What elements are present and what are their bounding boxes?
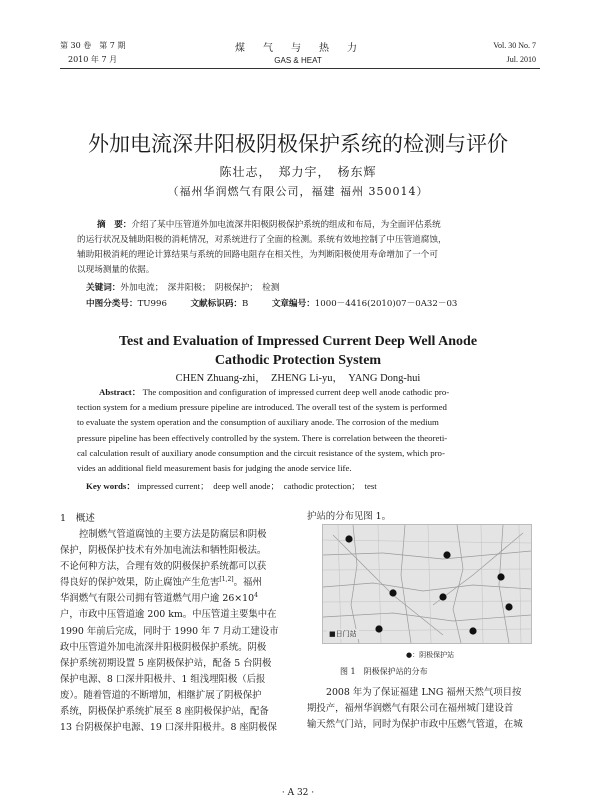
- body-line: 不论何种方法，合理有效的阴极保护系统都可以获: [60, 561, 267, 573]
- abstract-en-line: vides an additional field measurement basis for judging the anode service life.: [77, 463, 352, 474]
- header-rule: [60, 68, 540, 69]
- title-en-line: Test and Evaluation of Impressed Current Deep Well Anode: [118, 334, 478, 349]
- abstract-en-line: tection system for a medium pressure pipeline are introduced. The overall test of the system is performed: [77, 402, 447, 413]
- title-en-line: Cathodic Protection System: [214, 353, 382, 368]
- clc-value: TU996: [137, 299, 167, 309]
- keywords-cn-text: 外加电流； 深井阳极； 阴极保护； 检测: [120, 283, 280, 293]
- body-line: 13 台阴极保护电源、19 口深井阳极井。8 座阴极保: [60, 722, 277, 734]
- body-line: 政中压管道外加电流深井阳极阴极保护系统。阴极: [60, 641, 267, 653]
- abstract-en-line: to evaluate the system operation and the consumption of auxiliary anode. The corrosion of the medium: [77, 417, 439, 428]
- header-volume-en: Vol. 30 No. 7: [493, 41, 536, 50]
- station-distribution-map: [322, 524, 532, 644]
- body-line: 系统，阴极保护系统扩展至 8 座阴极保护站，配备: [60, 706, 269, 718]
- abstract-cn-line: 以现场测量的依据。: [77, 265, 155, 275]
- body-line: 期投产，福州华润燃气有限公司在福州城门建设首: [307, 703, 514, 715]
- section1-body: [60, 527, 300, 736]
- body-line: 保护，阴极保护技术有外加电流法和牺牲阳极法。: [60, 545, 267, 557]
- gate-station-label: ■日门站: [329, 630, 357, 638]
- right-col-body: [307, 685, 537, 733]
- keywords-cn: [86, 281, 279, 293]
- classification-line: [86, 297, 457, 309]
- abstract-cn-label: 摘 要：: [97, 220, 132, 230]
- body-line: 户，市政中压管道逾 200 km。中压管道主要集中在: [60, 609, 277, 621]
- page-number: · A 32 ·: [281, 788, 315, 798]
- abstract-en-line: cal calculation result of auxiliary anode consumption and the circuit resistance of the system, which pro-: [77, 447, 445, 458]
- body-line: 2008 年为了保证福建 LNG 福州天然气项目按: [326, 687, 522, 698]
- body-line: 废）。随着管道的不断增加，相继扩展了阴极保护: [60, 689, 262, 701]
- abstract-en-line: The composition and configuration of impressed current deep well anode cathodic pro-: [142, 387, 450, 397]
- exponent: 4: [254, 592, 258, 600]
- abstract-cn-line: 的运行状况及辅助阳极的消耗情况，对系统进行了全面的检测。系统有效地控制了中压管道腐蚀，: [77, 235, 447, 245]
- map-graphic: [323, 525, 531, 643]
- body-line: 控制燃气管道腐蚀的主要方法是防腐层和阴极: [79, 529, 267, 540]
- abstract-en-line: pressure pipeline has been effectively controlled by the system. There is correlation between the theoreti-: [77, 432, 448, 443]
- body-line: 1990 年前后完成，同时于 1990 年 7 月动工建设市: [60, 625, 279, 637]
- abstract-cn: [77, 218, 525, 278]
- keywords-cn-label: 关键词：: [86, 283, 121, 293]
- body-line-with-ref: [60, 575, 300, 591]
- authors-en: CHEN Zhuang-zhi， ZHENG Li-yu， YANG Dong-hui: [175, 373, 421, 384]
- body-line: 保护系统初期设置 5 座阴极保护站，配备 5 台阴极: [60, 657, 272, 669]
- section-heading: 1 概述: [60, 513, 95, 524]
- authors-cn: 陈壮志， 郑力宇， 杨东辉: [219, 165, 377, 179]
- doc-code-label: 文献标识码：: [190, 299, 243, 309]
- keywords-en: [86, 479, 377, 492]
- figure-intro-line: 护站的分布见图 1。: [307, 511, 391, 522]
- body-line: 保护电源、8 口深井阳极井、1 组浅埋阳极（后报: [60, 673, 266, 685]
- citation: [1,2]: [219, 576, 234, 584]
- body-line-tail: 。福州: [233, 577, 262, 589]
- affiliation-cn: （福州华润燃气有限公司，福建 福州 350014）: [167, 185, 429, 198]
- paper-title-en: [0, 332, 596, 370]
- body-line-with-sup: [60, 591, 300, 607]
- keywords-en-text: impressed current； deep well anode； cathodic protection； test: [137, 481, 377, 491]
- abstract-cn-line: 辅助阳极消耗的理论计算结果与系统的回路电阻存在相关性，为判断阳极使用寿命增加了一个可: [77, 250, 438, 260]
- abstract-en: [77, 385, 529, 476]
- body-line-text: 得良好的保护效果，防止腐蚀产生危害: [60, 577, 220, 589]
- body-line: 输天然气门站，同时为保护市政中压燃气管道，在城: [307, 719, 523, 731]
- map-legend: ●：阴极保护站: [406, 651, 455, 659]
- journal-name-en: GAS & HEAT: [274, 56, 322, 65]
- doc-code-value: B: [242, 299, 249, 309]
- header-date-cn: 2010 年 7 月: [68, 55, 118, 64]
- paper-title-cn: 外加电流深井阳极阴极保护系统的检测与评价: [88, 132, 508, 156]
- body-line-text: 华润燃气有限公司拥有管道燃气用户逾 26×10: [60, 593, 255, 605]
- article-no-label: 文章编号：: [271, 299, 315, 309]
- header-date-en: Jul. 2010: [506, 55, 536, 64]
- journal-name-cn: 煤 气 与 热 力: [235, 43, 361, 54]
- article-no-value: 1000－4416(2010)07－0A32－03: [314, 299, 458, 309]
- abstract-en-label: Abstract：: [99, 387, 141, 397]
- clc-label: 中图分类号：: [86, 299, 138, 309]
- abstract-cn-line: 介绍了某中压管道外加电流深井阳极阴极保护系统的组成和布局，为全面评估系统: [131, 220, 441, 230]
- figure-caption: 图 1 阴极保护站的分布: [340, 667, 428, 676]
- header-volume-cn: 第 30 卷 第 7 期: [60, 41, 126, 50]
- keywords-en-label: Key words：: [86, 481, 136, 491]
